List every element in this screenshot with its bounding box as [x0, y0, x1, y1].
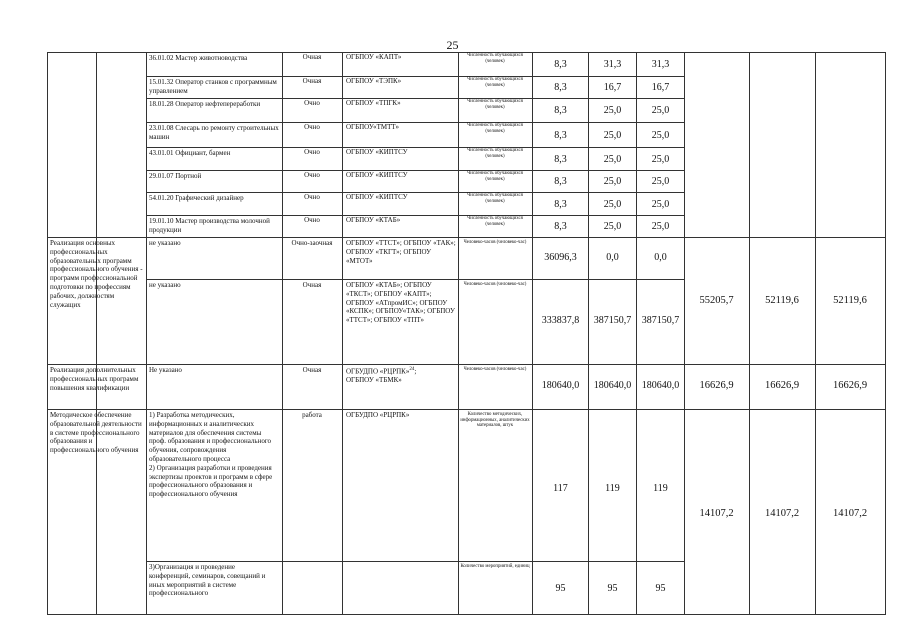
value-basic-2-y1: 333837,8: [541, 315, 580, 326]
content-basic-2: не указано: [149, 281, 181, 289]
value-year1: 8,3: [554, 221, 567, 232]
study-form: Очно: [304, 123, 320, 131]
unit-basic-2: Человеко-часов (человеко-час): [463, 282, 527, 287]
unit-label: Численность обучающихся (человек): [467, 216, 523, 227]
service-name-methodical: Методическое обеспечение образовательной деятельности в системе профессионального образования и профессионального обучения: [50, 411, 142, 455]
institution-name: ОГБПОУ «КИПТСУ: [346, 148, 408, 156]
profession-name: 19.01.10 Мастер производства молочной продукции: [149, 217, 270, 234]
value-year2: 25,0: [603, 154, 622, 165]
finance-basic-y2: 52119,6: [765, 295, 799, 306]
value-year3: 16,7: [651, 82, 670, 93]
col-divider-4: [342, 52, 343, 615]
unit-methodical-2: Количество мероприятий, единиц: [460, 564, 530, 569]
service-name-basic: Реализация основных профессиональных образовательных программ профессионального обучения - программ профессиональной подготовки по профессиям рабочих, должностям служащих: [50, 239, 143, 309]
value-year3: 25,0: [651, 176, 670, 187]
value-year3: 25,0: [651, 105, 670, 116]
finance-basic-y1: 55205,7: [699, 295, 734, 306]
value-methodical-1-y3: 119: [653, 483, 668, 494]
unit-label: Численность обучающихся (человек): [467, 148, 523, 159]
unit-label: Численность обучающихся (человек): [467, 77, 523, 88]
institution-additional: [346, 366, 456, 385]
value-year1: 8,3: [554, 130, 567, 141]
institution-additional-rest: ; ОГБПОУ «ТБМК»: [346, 367, 417, 385]
finance-additional-y3: 16626,9: [832, 380, 868, 391]
finance-methodical-y1: 14107,2: [699, 508, 734, 519]
unit-basic-1: Человеко-часов (человеко-час): [463, 240, 527, 245]
institution-additional-name: ОГБУДПО «РЦРПК»: [346, 367, 410, 376]
unit-label: Численность обучающихся (человек): [467, 53, 523, 64]
value-additional-y2: 180640,0: [593, 380, 632, 391]
profession-name: 54.01.20 Графический дизайнер: [149, 194, 244, 202]
study-form: Очно: [304, 193, 320, 201]
value-year1: 8,3: [554, 176, 567, 187]
value-year3: 25,0: [651, 221, 670, 232]
value-basic-1-y2: 0,0: [606, 252, 619, 263]
value-basic-2-y2: 387150,7: [593, 315, 632, 326]
value-methodical-1-y2: 119: [605, 483, 620, 494]
study-form: Очная: [302, 77, 322, 85]
institution-name: ОГБПОУ «КТАБ»: [346, 216, 401, 224]
value-year2: 25,0: [603, 105, 622, 116]
content-additional: Не указано: [149, 366, 182, 374]
value-year1: 8,3: [554, 105, 567, 116]
col-divider-1: [96, 52, 97, 615]
finance-methodical-y2: 14107,2: [764, 508, 800, 519]
row-line: [146, 561, 684, 562]
form-basic-1: Очно-заочная: [291, 239, 333, 247]
institution-methodical: ОГБУДПО «РЦРПК»: [346, 411, 410, 419]
value-year1: 8,3: [554, 82, 567, 93]
profession-name: 36.01.02 Мастер животноводства: [149, 54, 248, 62]
finance-additional-y2: 16626,9: [764, 380, 800, 391]
value-year2: 25,0: [603, 221, 622, 232]
table-border-right: [885, 52, 886, 615]
unit-label: Численность обучающихся (человек): [467, 99, 523, 110]
value-basic-1-y3: 0,0: [654, 252, 667, 263]
value-year3: 31,3: [651, 59, 670, 70]
value-additional-y3: 180640,0: [641, 380, 680, 391]
value-methodical-2-y1: 95: [555, 583, 566, 594]
table-border-bottom: [47, 614, 885, 615]
study-form: Очно: [304, 216, 320, 224]
value-basic-1-y1: 36096,3: [544, 252, 577, 263]
value-year2: 16,7: [603, 82, 622, 93]
value-year3: 25,0: [651, 199, 670, 210]
table-border-left: [47, 52, 48, 615]
study-form: Очная: [302, 53, 322, 61]
value-methodical-2-y3: 95: [655, 583, 666, 594]
institution-basic-2: ОГБПОУ «КТАБ»; ОГБПОУ «ТКСТ»; ОГБПОУ «КАПТ»; ОГБПОУ «АТпромИС»; ОГБПОУ «КСПК»; ОГБПОУ«ТАК»; ОГБПОУ «ТТСТ»; ОГБПОУ «ТПТ»: [346, 281, 455, 325]
footnote-mark: 24: [409, 367, 415, 372]
profession-name: 29.01.07 Портной: [149, 172, 202, 180]
content-basic-1: не указано: [149, 239, 181, 247]
value-year2: 25,0: [603, 199, 622, 210]
form-additional: Очная: [302, 366, 322, 374]
value-year1: 8,3: [554, 59, 567, 70]
profession-name: 15.01.32 Оператор станков с программным управлением: [149, 78, 277, 95]
study-form: Очно: [304, 171, 320, 179]
col-divider-5: [458, 52, 459, 615]
form-methodical: работа: [302, 411, 322, 419]
budget-table: [47, 52, 886, 615]
value-methodical-2-y2: 95: [607, 583, 618, 594]
institution-name: ОГБПОУ «КАПТ»: [346, 53, 402, 61]
institution-name: ОГБПОУ«ТМТТ»: [346, 123, 399, 131]
content-methodical-1: 1) Разработка методических, информационных и аналитических материалов для обеспечения системы проф. образования и профессионального обучения, сопровождения образовательного процесса 2) Организация разработки и проведения экспертизы проектов и программ в сфере профессионального образования и профессионального обучения: [149, 411, 273, 499]
value-year2: 25,0: [603, 130, 622, 141]
institution-name: ОГБПОУ «ТПГК»: [346, 99, 401, 107]
profession-name: 23.01.08 Слесарь по ремонту строительных машин: [149, 124, 279, 141]
value-year2: 25,0: [603, 176, 622, 187]
unit-label: Численность обучающихся (человек): [467, 171, 523, 182]
value-year1: 8,3: [554, 199, 567, 210]
row-line: [47, 237, 885, 238]
finance-basic-y3: 52119,6: [833, 295, 867, 306]
finance-methodical-y3: 14107,2: [832, 508, 868, 519]
value-year3: 25,0: [651, 154, 670, 165]
value-year3: 25,0: [651, 130, 670, 141]
unit-label: Численность обучающихся (человек): [467, 193, 523, 204]
content-methodical-2: 3)Организация и проведение конференций, семинаров, совещаний и иных мероприятий в системе профессионального: [149, 563, 266, 598]
col-divider-10: [749, 52, 750, 615]
row-line: [146, 279, 684, 280]
col-divider-9: [684, 52, 685, 615]
profession-name: 43.01.01 Официант, бармен: [149, 149, 231, 157]
institution-name: ОГБПОУ «КИПТСУ: [346, 171, 408, 179]
row-line: [47, 364, 885, 365]
row-line: [47, 409, 885, 410]
profession-name: 18.01.28 Оператор нефтепереработки: [149, 100, 261, 108]
unit-methodical-1: Количество методических, информационных, аналитических материалов, штук: [460, 412, 530, 429]
institution-name: ОГБПОУ «КИПТСУ: [346, 193, 408, 201]
institution-basic-1: ОГБПОУ «ТТСТ»; ОГБПОУ «ТАК»; ОГБПОУ «ТКГТ»; ОГБПОУ «МТОТ»: [346, 239, 456, 265]
col-divider-3: [282, 52, 283, 615]
value-methodical-1-y1: 117: [553, 483, 568, 494]
value-year2: 31,3: [603, 59, 622, 70]
value-year1: 8,3: [554, 154, 567, 165]
study-form: Очно: [304, 148, 320, 156]
study-form: Очно: [304, 99, 320, 107]
unit-label: Численность обучающихся (человек): [467, 123, 523, 134]
value-additional-y1: 180640,0: [541, 380, 580, 391]
service-name-additional: Реализация дополнительных профессиональных программ повышения квалификации: [50, 366, 139, 392]
form-basic-2: Очная: [302, 281, 322, 289]
unit-additional: Человеко-часов (человеко-час): [463, 367, 527, 372]
col-divider-11: [815, 52, 816, 615]
page-number: 25: [446, 38, 459, 52]
finance-additional-y1: 16626,9: [699, 380, 734, 391]
value-basic-2-y3: 387150,7: [641, 315, 680, 326]
institution-name: ОГБПОУ «ТЭПК»: [346, 77, 402, 85]
col-divider-2: [146, 52, 147, 615]
